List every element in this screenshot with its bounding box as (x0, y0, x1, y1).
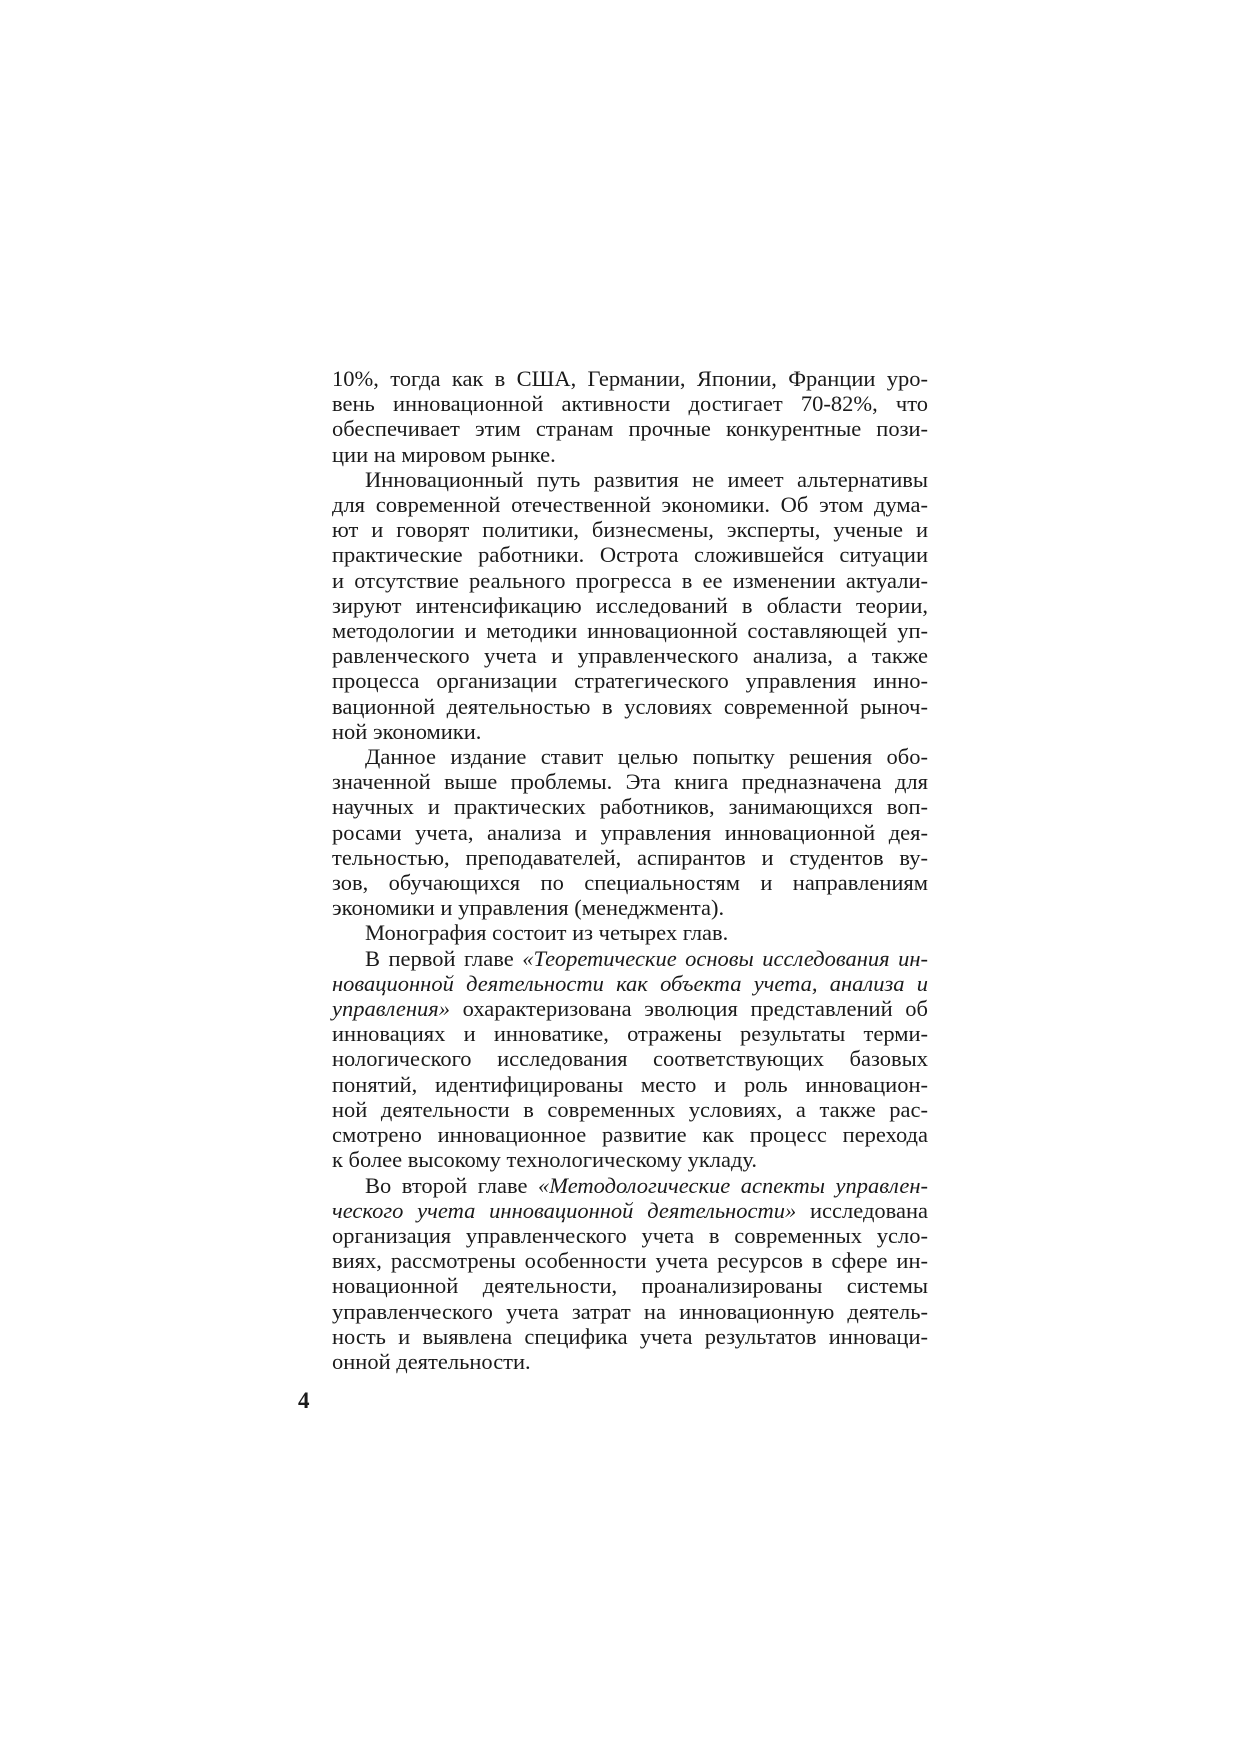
chapter-title-italic: новационной деятельности как объекта учета, анализа и (332, 970, 928, 996)
text-line (332, 1173, 928, 1198)
text-line (332, 996, 928, 1021)
text-line: 10%, тогда как в США, Германии, Японии, Франции уро- (332, 366, 928, 391)
text-run: В первой главе (365, 945, 523, 971)
text-line: к более высокому технологическому укладу. (332, 1147, 758, 1173)
text-line (332, 1198, 928, 1223)
text-line: Данное издание ставит целью попытку решения обо- (365, 744, 928, 770)
text-line: управленческого учета затрат на инновационную деятель- (332, 1298, 928, 1324)
text-line: ют и говорят политики, бизнесмены, эксперты, ученые и (332, 517, 928, 543)
text-run: исследована (796, 1197, 928, 1223)
text-line: методологии и методики инновационной составляющей уп- (332, 618, 928, 644)
text-line: зируют интенсификацию исследований в области теории, (332, 592, 928, 618)
text-line: процесса организации стратегического управления инно- (332, 668, 928, 694)
text-line: обеспечивает этим странам прочные конкурентные пози- (332, 416, 928, 442)
text-run: Во второй главе (365, 1172, 539, 1198)
text-line: смотрено инновационное развитие как процесс перехода (332, 1122, 928, 1148)
text-line: для современной отечественной экономики. Об этом дума- (332, 492, 928, 518)
text-line: новационной деятельности, проанализированы системы (332, 1273, 928, 1299)
text-line: Инновационный путь развития не имеет альтернативы (365, 466, 928, 492)
text-line: тельностью, преподавателей, аспирантов и студентов ву- (332, 844, 928, 870)
text-line: и отсутствие реального прогресса в ее изменении актуали- (332, 567, 928, 593)
text-line: онной деятельности. (332, 1348, 531, 1374)
text-line: ной экономики. (332, 718, 482, 744)
text-line: научных и практических работников, занимающихся воп- (332, 794, 928, 820)
text-line (332, 946, 928, 971)
chapter-title-italic: «Методологические аспекты управлен- (538, 1172, 928, 1198)
text-line: значенной выше проблемы. Эта книга предназначена для (332, 769, 928, 795)
text-line: равленческого учета и управленческого анализа, а также (332, 643, 928, 669)
text-run: охарактеризована эволюция представлений об (449, 996, 928, 1022)
text-line: виях, рассмотрены особенности учета ресурсов в сфере ин- (332, 1248, 928, 1274)
text-line: Монография состоит из четырех глав. (365, 920, 729, 946)
text-line: ность и выявлена специфика учета результатов инноваци- (332, 1323, 928, 1349)
text-line: практические работники. Острота сложившейся ситуации (332, 542, 928, 568)
chapter-title-italic: ческого учета инновационной деятельности» (332, 1197, 797, 1223)
chapter-title-italic: управления» (332, 996, 450, 1022)
text-line: росами учета, анализа и управления инновационной дея- (332, 819, 928, 845)
page-number: 4 (298, 1388, 310, 1413)
text-line: ной деятельности в современных условиях, а также рас- (332, 1096, 928, 1122)
text-line: зов, обучающихся по специальностям и направлениям (332, 870, 928, 896)
text-line: понятий, идентифицированы место и роль инновацион- (332, 1071, 928, 1097)
text-line: организация управленческого учета в современных усло- (332, 1222, 928, 1248)
text-line: ции на мировом рынке. (332, 441, 556, 467)
text-line: нологического исследования соответствующих базовых (332, 1046, 928, 1072)
text-line: вень инновационной активности достигает 70-82%, что (332, 391, 928, 417)
text-line: экономики и управления (менеджмента). (332, 895, 725, 921)
chapter-title-italic: «Теоретические основы исследования ин- (522, 945, 928, 971)
text-line: инновациях и инноватике, отражены результаты терми- (332, 1021, 928, 1047)
text-line: вационной деятельностью в условиях современной рыноч- (332, 693, 928, 719)
body-text (332, 366, 928, 1374)
